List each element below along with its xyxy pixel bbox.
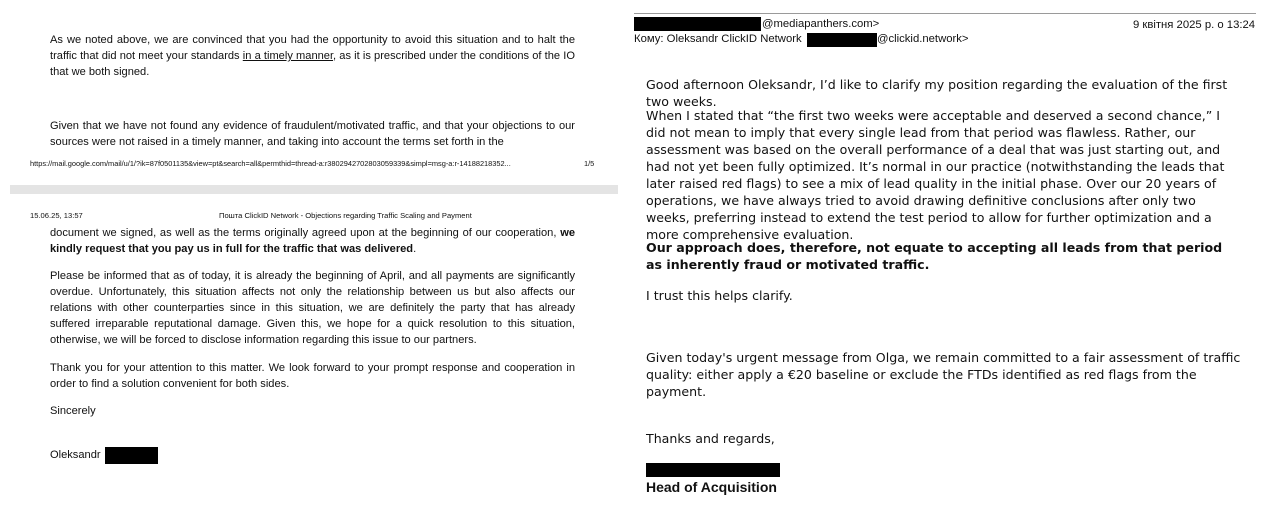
redacted-signature-name [646,463,780,477]
left-paragraph-1: As we noted above, we are convinced that you had the opportunity to avoid this situation and to halt the traffic that did not meet your standards in a timely manner, as it is prescribed under the conditions of the IO that we both signed. [50,34,575,78]
page-break-divider [10,185,618,194]
signature-name: Oleksandr [50,449,101,461]
email-paragraph-2: Given today's urgent message from Olga, we remain committed to a fair assessment of traffic quality: either apply a €20 baseline or exclude the FTDs identified as red flags from the payment. [646,350,1241,399]
page-number: 1/5 [584,159,595,168]
left-paragraph-5: Thank you for your attention to this matter. We look forward to your prompt response and cooperation in order to find a solution convenient for both sides. [50,362,575,390]
payment-request-bold: we kindly request that you pay us in full for the traffic that was delivered [50,227,575,255]
sincerely-text: Sincerely [50,405,96,417]
left-paragraph-4: Please be informed that as of today, it is already the beginning of April, and all payments are significantly overdue. Unfortunately, this situation affects not only the relationship between us but also affects our relations with other counterparties since in this situation, we are definitely the party that has already suffered irreparable reputational damage. Given this, we hope for a quick resolution to this situation, otherwise, we will be forced to disclose information regarding this issue to our partners. [50,270,575,346]
email-paragraph-1: When I stated that “the first two weeks were acceptable and deserved a second chance,” I did not mean to imply that every single lead from that period was flawless. Rather, our assessment was based on the overall performance of a deal that was just starting out, and had not yet been fully optimized. It’s normal in our practice (notwithstanding the leads that later raised red flags) to see a mix of lead quality in the initial phase. Over our 20 years of operations, we have always tried to avoid drawing definitive conclusions after only two weeks, preferring instead to extend the test period to allow for further optimization and a more comprehensive evaluation. [646,108,1225,242]
redacted-recipient [807,33,877,47]
left-paragraph-2: Given that we have not found any evidence of fraudulent/motivated traffic, and that your objections to our sources were not raised in a timely manner, and taking into account the terms set forth in the [50,120,575,148]
redacted-surname [105,447,158,464]
left-paragraph-3: document we signed, as well as the terms originally agreed upon at the beginning of our cooperation, we kindly request that you pay us in full for the traffic that was delivered. [50,227,575,255]
timely-manner-link[interactable]: in a timely manner [242,50,334,62]
print-header-date: 15.06.25, 13:57 [30,211,83,220]
email-date: 9 квітня 2025 р. о 13:24 [1133,19,1256,31]
email-bold-statement: Our approach does, therefore, not equate to accepting all leads from that period as inherently fraud or motivated traffic. [646,240,1223,272]
sender-domain: @mediapanthers.com> [762,18,880,30]
print-header-title: Пошта ClickID Network - Objections regarding Traffic Scaling and Payment [219,211,472,220]
signature-job-title: Head of Acquisition [646,479,777,495]
print-url[interactable]: https://mail.google.com/mail/u/1/?ik=87f0501135&view=pt&search=all&permthid=thread-a:r3802942702803059339&simpl=msg-a:r-14188218352... [30,159,511,168]
email-greeting: Good afternoon Oleksandr, I’d like to clarify my position regarding the evaluation of the first two weeks. [646,77,1228,109]
recipient-prefix: Кому: Oleksandr ClickID Network [634,33,802,45]
recipient-domain: @clickid.network> [877,33,969,45]
email-thanks: Thanks and regards, [646,431,775,446]
email-trust-line: I trust this helps clarify. [646,288,793,303]
redacted-sender-name [634,17,761,31]
email-top-rule [634,13,1256,14]
